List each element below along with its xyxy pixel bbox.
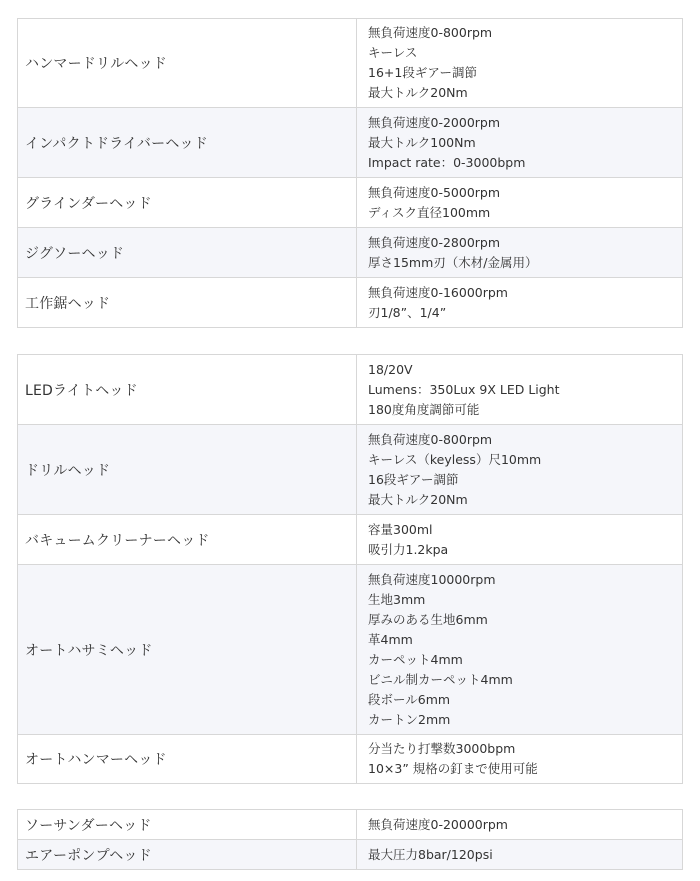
- table-row: [18, 108, 683, 178]
- spec-line: 容量300ml: [368, 521, 433, 537]
- spec-line: キーレス（keyless）尺10mm: [368, 451, 542, 467]
- spec-line: 18/20V: [368, 361, 413, 377]
- spec-line: ディスク直径100mm: [368, 204, 491, 220]
- table-row: [18, 425, 683, 515]
- spec-line: キーレス: [368, 45, 418, 60]
- spec-line: 10×3” 規格の釘まで使用可能: [368, 761, 538, 776]
- spec-line: Lumens：350Lux 9X LED Light: [368, 381, 560, 397]
- spec-table-3: [17, 809, 683, 870]
- table-row: [18, 735, 683, 784]
- spec-line: 吸引力1.2kpa: [368, 541, 449, 557]
- spec-table-1: [17, 18, 683, 328]
- spec-line: 最大トルク100Nm: [368, 134, 476, 150]
- spec-line: 無負荷速度0-2000rpm: [368, 114, 501, 130]
- spec-line: ビニル制カーペット4mm: [368, 671, 513, 687]
- spec-line: 16段ギアー調節: [368, 471, 459, 487]
- product-name: 工作鋸ヘッド: [18, 278, 357, 328]
- spec-line: Impact rate：0-3000bpm: [368, 154, 526, 170]
- spec-line: 最大トルク20Nm: [368, 491, 468, 507]
- spec-line: 無負荷速度10000rpm: [368, 571, 496, 587]
- product-spec: [357, 19, 683, 108]
- product-name: ドリルヘッド: [18, 425, 357, 515]
- spec-line: 最大圧力8bar/120psi: [368, 846, 493, 862]
- product-name: ジグソーヘッド: [18, 228, 357, 278]
- table-row: [18, 565, 683, 735]
- spec-line: カートン2mm: [368, 711, 451, 727]
- table-row: [18, 515, 683, 565]
- spec-line: 厚さ15mm刃（木材/金属用）: [368, 254, 538, 270]
- spec-line: 最大トルク20Nm: [368, 85, 468, 100]
- product-spec: [357, 228, 683, 278]
- product-name: バキュームクリーナーヘッド: [18, 515, 357, 565]
- product-spec: [357, 425, 683, 515]
- table-row: [18, 278, 683, 328]
- product-name: エアーポンプヘッド: [18, 840, 357, 870]
- spec-line: 無負荷速度0-5000rpm: [368, 184, 501, 200]
- spec-table-2: [17, 354, 683, 784]
- spec-line: 無負荷速度0-2800rpm: [368, 234, 501, 250]
- product-spec: [357, 840, 683, 870]
- spec-line: 無負荷速度0-16000rpm: [368, 284, 508, 300]
- table-row: [18, 19, 683, 108]
- product-spec: [357, 108, 683, 178]
- spec-line: 無負荷速度0-20000rpm: [368, 816, 508, 832]
- spec-line: 無負荷速度0-800rpm: [368, 431, 493, 447]
- product-spec: [357, 515, 683, 565]
- table-row: [18, 355, 683, 425]
- product-spec: [357, 278, 683, 328]
- product-spec: [357, 735, 683, 784]
- product-spec: [357, 810, 683, 840]
- spec-line: 刃1/8”、1/4”: [368, 304, 447, 320]
- table-row: [18, 840, 683, 870]
- product-name: グラインダーヘッド: [18, 178, 357, 228]
- table-row: [18, 810, 683, 840]
- product-name: インパクトドライバーヘッド: [18, 108, 357, 178]
- spec-line: 無負荷速度0-800rpm: [368, 25, 493, 40]
- product-spec: [357, 355, 683, 425]
- product-name: オートハサミヘッド: [18, 565, 357, 735]
- spec-line: 16+1段ギアー調節: [368, 65, 477, 80]
- product-name: LEDライトヘッド: [18, 355, 357, 425]
- product-spec: [357, 565, 683, 735]
- spec-line: 分当たり打撃数3000bpm: [368, 741, 516, 756]
- spec-line: 革4mm: [368, 631, 413, 647]
- table-row: [18, 178, 683, 228]
- spec-line: 厚みのある生地6mm: [368, 611, 488, 627]
- spec-line: カーペット4mm: [368, 651, 463, 667]
- spec-line: 段ボール6mm: [368, 691, 451, 707]
- spec-line: 180度角度調節可能: [368, 401, 480, 417]
- table-row: [18, 228, 683, 278]
- product-spec: [357, 178, 683, 228]
- product-name: ソーサンダーヘッド: [18, 810, 357, 840]
- product-name: ハンマードリルヘッド: [18, 19, 357, 108]
- product-name: オートハンマーヘッド: [18, 735, 357, 784]
- spec-line: 生地3mm: [368, 591, 426, 607]
